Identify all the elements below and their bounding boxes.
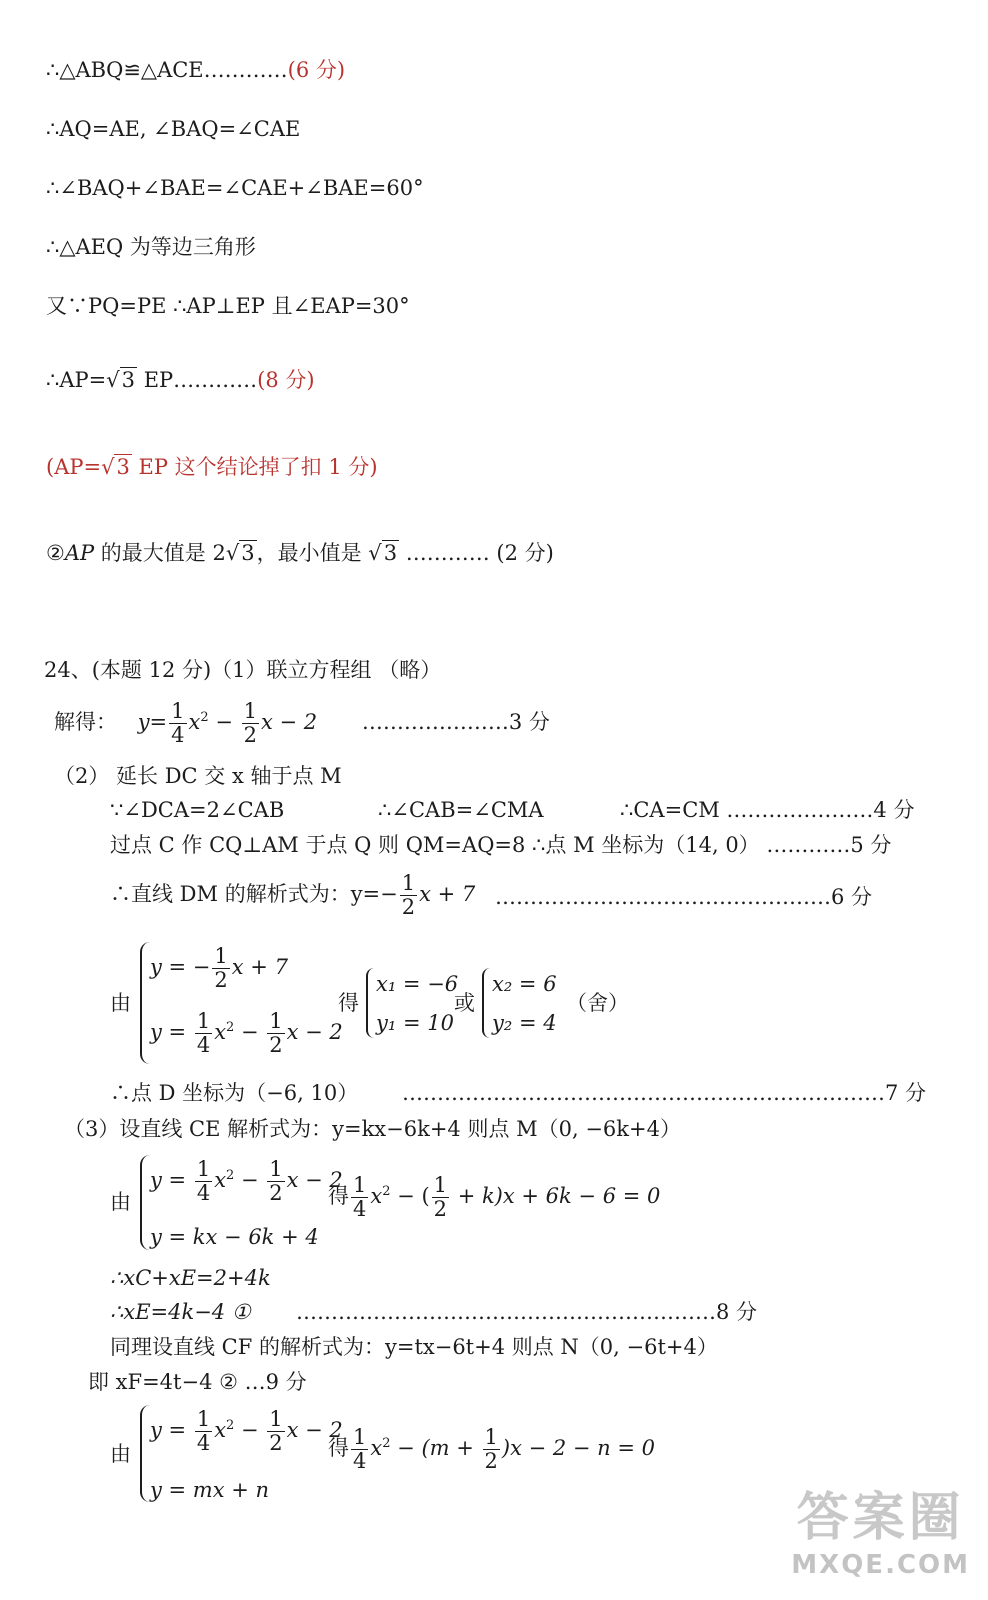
exponent: 2 <box>382 1436 391 1452</box>
row-suffix: x + 7 <box>231 955 288 980</box>
denominator: 2 <box>269 1033 283 1058</box>
watermark-en: MXQE.COM <box>791 1550 970 1580</box>
denominator: 4 <box>353 1197 367 1222</box>
part2-ca-cm: ∴CA=CM …………………4 分 <box>620 798 915 822</box>
sys1-discard: （舍） <box>566 991 629 1015</box>
sqrt-3-note: √3 <box>101 455 130 479</box>
var-x: x <box>214 1418 227 1443</box>
frac-1-2 <box>432 1174 449 1221</box>
sqrt-3-min: √3 <box>368 541 398 565</box>
open-paren: − ( <box>390 1184 430 1209</box>
circled-2: ② <box>46 541 65 565</box>
numerator: 1 <box>196 1009 211 1033</box>
line-aq-ae: ∴AQ=AE, ∠BAQ=∠CAE <box>46 117 301 141</box>
de: 得 <box>328 1436 349 1461</box>
frac-1-2 <box>267 1010 284 1057</box>
frac-1-2 <box>242 700 259 747</box>
ap-suffix: EP………… <box>137 368 258 392</box>
numerator: 1 <box>353 1173 367 1197</box>
dm-suffix: x + 7 <box>419 882 476 907</box>
result-rest: )x − 2 − n = 0 <box>501 1436 655 1461</box>
sys3-result <box>328 1426 655 1473</box>
denominator: 4 <box>353 1449 367 1474</box>
radicand: 3 <box>241 541 255 565</box>
frac-1-4 <box>195 1158 212 1205</box>
exponent: 2 <box>382 1184 391 1200</box>
var-x: x <box>214 1020 227 1045</box>
line-deduction-note <box>46 457 378 478</box>
row-prefix: y = − <box>150 955 211 980</box>
denominator: 4 <box>171 723 185 748</box>
max-text: 的最大值是 2 <box>94 541 226 565</box>
exponent: 2 <box>226 1418 235 1434</box>
denominator: 4 <box>196 1033 211 1058</box>
q24-header: 24、(本题 12 分)（1）联立方程组 （略） <box>44 658 442 682</box>
exponent: 2 <box>226 1168 235 1184</box>
line-congruent-text: ∴△ABQ≌△ACE………… <box>46 58 288 82</box>
sys1-sol2-y: y₂ = 4 <box>492 1011 557 1035</box>
minus: − <box>234 1418 266 1443</box>
part2-point-d: ∴点 D 坐标为（−6, 10） <box>110 1081 359 1105</box>
sys1-sol2-brace <box>482 968 490 1038</box>
part3-line-cf: 同理设直线 CF 的解析式为：y=tx−6t+4 则点 N（0, −6t+4） <box>110 1335 718 1359</box>
var-x: x <box>370 1184 383 1209</box>
frac-1-2 <box>212 945 229 992</box>
denominator: 2 <box>269 1431 283 1456</box>
denominator: 2 <box>433 1197 448 1222</box>
ap-label: AP <box>64 541 95 565</box>
note-prefix: (AP= <box>46 455 102 479</box>
part2-angle-a: ∵∠DCA=2∠CAB <box>110 798 285 822</box>
numerator: 1 <box>433 1173 448 1197</box>
numerator: 1 <box>353 1425 367 1449</box>
numerator: 1 <box>171 699 185 723</box>
sys1-sol2-x: x₂ = 6 <box>492 972 557 996</box>
frac-1-4 <box>351 1174 368 1221</box>
denominator: 2 <box>243 723 257 748</box>
frac-1-4 <box>195 1010 212 1057</box>
sqrt-3: √3 <box>106 368 136 392</box>
sqrt-3-max: √3 <box>225 541 255 565</box>
sys1-brace <box>140 942 150 1064</box>
ap-prefix: ∴AP= <box>46 368 107 392</box>
line-ap-ep <box>46 370 315 391</box>
radicand: 3 <box>121 368 136 392</box>
frac-1-2 <box>267 1408 284 1455</box>
numerator: 1 <box>214 944 228 968</box>
sys3-row2: y = mx + n <box>150 1478 270 1502</box>
frac-1-2 <box>400 872 417 919</box>
row-prefix: y = <box>150 1020 193 1045</box>
frac-1-4 <box>351 1426 368 1473</box>
row-suffix: x − 2 <box>286 1418 343 1443</box>
sys2-row1 <box>150 1158 343 1205</box>
numerator: 1 <box>269 1009 283 1033</box>
min-text: ，最小值是 <box>256 541 369 565</box>
frac-1-4 <box>169 700 186 747</box>
part3-xe: ∴xE=4k−4 ① <box>110 1300 251 1324</box>
score-6: (6 分) <box>287 58 346 82</box>
var-x: x <box>188 710 201 735</box>
score-6b: …………………………………………6 分 <box>495 885 873 909</box>
sys3-row1 <box>150 1408 343 1455</box>
line-ap-max-min <box>46 543 554 564</box>
part3-xf: 即 xF=4t−4 ② …9 分 <box>88 1370 307 1394</box>
part3-sum: ∴xC+xE=2+4k <box>110 1266 271 1290</box>
q24-solution <box>54 700 550 747</box>
radicand: 3 <box>116 455 130 479</box>
numerator: 1 <box>269 1157 283 1181</box>
frac-1-2 <box>267 1158 284 1205</box>
denominator: 4 <box>196 1181 211 1206</box>
sys3-you: 由 <box>110 1442 131 1466</box>
sys2-result <box>328 1174 660 1221</box>
score-8: (8 分) <box>257 368 315 392</box>
watermark-logo <box>791 1475 970 1580</box>
minus: − <box>234 1168 266 1193</box>
line-equilateral: ∴△AEQ 为等边三角形 <box>46 235 256 259</box>
var-x: x <box>370 1436 383 1461</box>
sol-label: 解得： <box>54 710 117 735</box>
sys1-you: 由 <box>110 991 131 1015</box>
numerator: 1 <box>196 1157 211 1181</box>
denominator: 2 <box>214 968 228 993</box>
denominator: 2 <box>484 1449 498 1474</box>
frac-1-4 <box>195 1408 212 1455</box>
sys1-sol1-x: x₁ = −6 <box>376 972 459 996</box>
de: 得 <box>328 1184 349 1209</box>
row-prefix: y = <box>150 1168 193 1193</box>
score-3: …………………3 分 <box>361 710 550 735</box>
score-7: ……………………………………………………………7 分 <box>402 1081 927 1105</box>
note-suffix: EP 这个结论掉了扣 1 分) <box>131 455 378 479</box>
row-suffix: x − 2 <box>286 1168 343 1193</box>
sys1-row2 <box>150 1010 343 1057</box>
part3-label: （3）设直线 CE 解析式为：y=kx−6k+4 则点 M（0, −6k+4） <box>64 1117 681 1141</box>
sys2-brace <box>140 1155 150 1250</box>
numerator: 1 <box>484 1425 498 1449</box>
sys3-brace <box>140 1405 150 1502</box>
sol-y: y= <box>137 710 168 735</box>
var-x: x <box>214 1168 227 1193</box>
open-paren: − (m + <box>390 1436 481 1461</box>
row-suffix: x − 2 <box>286 1020 343 1045</box>
sys1-de: 得 <box>338 991 359 1015</box>
line-pq-pe: 又∵PQ=PE ∴AP⊥EP 且∠EAP=30° <box>46 294 410 318</box>
sol-rest: x − 2 <box>260 710 318 735</box>
score-8b: ……………………………………………………8 分 <box>296 1300 758 1324</box>
row-prefix: y = <box>150 1418 193 1443</box>
sys1-row1 <box>150 945 288 992</box>
denominator: 2 <box>269 1181 283 1206</box>
part2-point-m: 过点 C 作 CQ⊥AM 于点 Q 则 QM=AQ=8 ∴点 M 坐标为（14, 0） …………5 分 <box>110 833 892 857</box>
numerator: 1 <box>401 871 416 895</box>
watermark-cn: 答案圈 <box>796 1488 965 1548</box>
sys1-sol1-brace <box>366 968 374 1038</box>
minus: − <box>234 1020 266 1045</box>
dm-prefix: ∴直线 DM 的解析式为：y=− <box>110 882 398 907</box>
sys1-or: 或 <box>454 991 475 1015</box>
part2-label: （2） 延长 DC 交 x 轴于点 M <box>54 764 342 788</box>
frac-1-2 <box>483 1426 500 1473</box>
exponent: 2 <box>226 1020 235 1036</box>
denominator: 4 <box>196 1431 211 1456</box>
sys2-you: 由 <box>110 1190 131 1214</box>
part2-line-dm <box>110 872 475 919</box>
part2-angle-b: ∴∠CAB=∠CMA <box>378 798 544 822</box>
radicand: 3 <box>383 541 398 565</box>
minus: − <box>208 710 240 735</box>
sys1-sol1-y: y₁ = 10 <box>376 1011 454 1035</box>
score-2: ………… (2 分) <box>399 541 554 565</box>
line-congruent <box>46 60 345 81</box>
denominator: 2 <box>401 895 416 920</box>
exponent: 2 <box>200 710 209 726</box>
result-rest: + k)x + 6k − 6 = 0 <box>451 1184 661 1209</box>
numerator: 1 <box>196 1407 211 1431</box>
sys2-row2: y = kx − 6k + 4 <box>150 1225 319 1249</box>
numerator: 1 <box>243 699 257 723</box>
numerator: 1 <box>269 1407 283 1431</box>
line-angle-sum: ∴∠BAQ+∠BAE=∠CAE+∠BAE=60° <box>46 176 424 200</box>
